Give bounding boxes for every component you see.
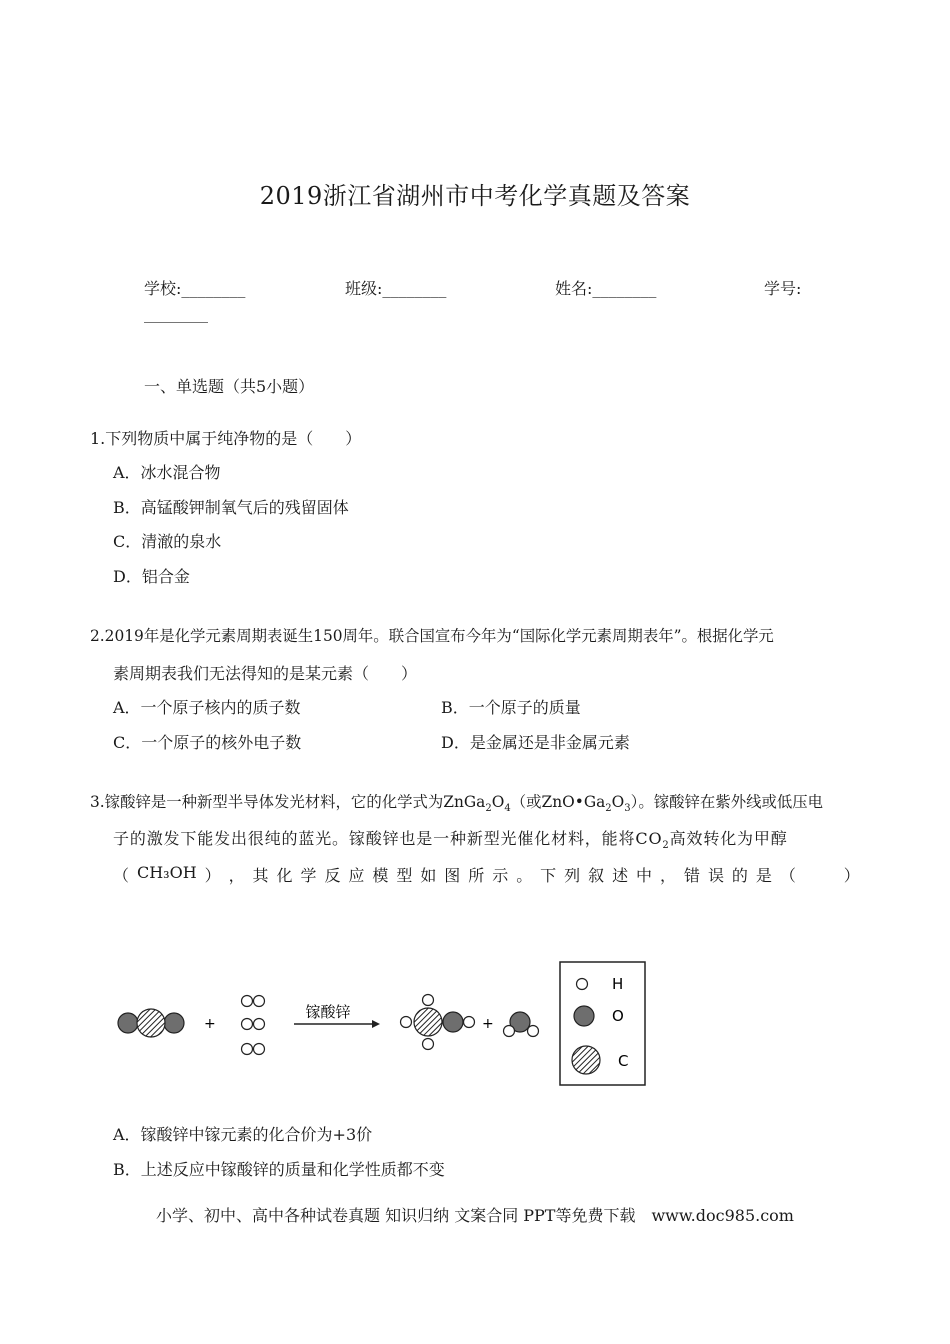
- question-3-line3-token: CH₃OH: [136, 863, 197, 882]
- question-2-stem-line1: 2.2019年是化学元素周期表诞生150周年。联合国宣布今年为“国际化学元素周期表年”。根据化学元: [90, 627, 774, 645]
- reaction-diagram: [110, 958, 650, 1088]
- question-3-line3-token: 错: [683, 866, 700, 885]
- name-field-label: 姓名:________: [555, 279, 657, 298]
- class-field-label: 班级:________: [345, 279, 447, 298]
- question-3-line3-token: 所: [468, 866, 485, 885]
- question-3-line3-token: 述: [612, 866, 629, 885]
- question-3-option-b: B．上述反应中镓酸锌的质量和化学性质都不变: [113, 1160, 445, 1179]
- question-3-line3-token: 。: [516, 866, 533, 885]
- question-3-stem-line3: [113, 863, 860, 886]
- h2-molecules: [242, 996, 265, 1055]
- number-field-blank: ________: [144, 304, 208, 323]
- hydrogen-atom-icon: [577, 979, 588, 990]
- question-2-option-b: B．一个原子的质量: [441, 698, 581, 717]
- page-title: 2019浙江省湖州市中考化学真题及答案: [259, 182, 691, 210]
- question-3-line3-token: 列: [564, 866, 581, 885]
- page-footer: 小学、初中、高中各种试卷真题 知识归纳 文案合同 PPT等免费下载 www.doc985.com: [156, 1206, 794, 1225]
- question-3-line3-token: ，: [660, 866, 677, 885]
- question-3-line3-token: （: [779, 866, 796, 885]
- question-3-line3-token: ）: [843, 866, 860, 885]
- question-3-line3-token: 中: [636, 866, 653, 885]
- question-3-line3-token: 型: [396, 866, 413, 885]
- question-2-option-c: C．一个原子的核外电子数: [113, 733, 302, 752]
- question-3-line3-token: 示: [492, 866, 509, 885]
- question-1-stem: 1.下列物质中属于纯净物的是（ ）: [90, 429, 362, 448]
- legend-label-h: H: [612, 975, 624, 993]
- question-1-option-c: C．清澈的泉水: [113, 532, 222, 551]
- atom-legend: [560, 962, 645, 1085]
- question-3-line3-token: 应: [348, 866, 365, 885]
- question-2-stem-line2: 素周期表我们无法得知的是某元素（ ）: [113, 664, 418, 683]
- co2-molecule: [118, 1009, 184, 1037]
- legend-label-c: C: [618, 1052, 629, 1070]
- question-3-line3-token: 是: [755, 866, 772, 885]
- question-3-line3-token: 其: [252, 866, 269, 885]
- question-1-option-b: B．高锰酸钾制氧气后的残留固体: [113, 498, 349, 517]
- question-3-line3-token: 化: [276, 866, 293, 885]
- section-heading: 一、单选题（共5小题）: [144, 377, 315, 396]
- question-3-line3-token: ）: [204, 866, 221, 885]
- question-3-line3-token: （: [113, 866, 130, 885]
- catalyst-label: 镓酸锌: [305, 1003, 351, 1021]
- question-3-line3-token: 学: [300, 866, 317, 885]
- school-field-label: 学校:________: [144, 279, 246, 298]
- question-3-stem-line2: 子的激发下能发出很纯的蓝光。镓酸锌也是一种新型光催化材料，能将$CO_2$高效转化为甲醇: [113, 829, 788, 852]
- legend-label-o: O: [612, 1007, 624, 1025]
- question-2-option-a: A．一个原子核内的质子数: [113, 698, 301, 717]
- question-3-line3-token: 的: [731, 866, 748, 885]
- plus-sign-1: +: [204, 1016, 216, 1032]
- water-molecule: [504, 1012, 539, 1037]
- number-field-label: 学号:: [764, 279, 802, 298]
- question-1-option-d: D．铝合金: [113, 567, 190, 586]
- question-3-line3-token: 模: [372, 866, 389, 885]
- question-3-line3-token: ，: [228, 866, 245, 885]
- question-3-line3-token: 下: [540, 866, 557, 885]
- question-2-option-d: D．是金属还是非金属元素: [441, 733, 630, 752]
- question-3-line3-token: 如: [420, 866, 437, 885]
- oxygen-atom-icon: [574, 1006, 594, 1026]
- methanol-molecule: [401, 995, 475, 1050]
- question-3-line3-token: 图: [444, 866, 461, 885]
- arrow-head-icon: [372, 1020, 380, 1028]
- question-1-option-a: A．冰水混合物: [113, 463, 221, 482]
- question-3-option-a: A．镓酸锌中镓元素的化合价为+3价: [113, 1125, 373, 1144]
- question-3-line3-token: [804, 863, 836, 886]
- plus-sign-2: +: [482, 1016, 494, 1032]
- question-3-line3-token: 反: [324, 866, 341, 885]
- question-3-stem-line1: 3.镓酸锌是一种新型半导体发光材料，它的化学式为$ZnGa_2O_4$（或$ZnO•Ga_2O_3$）。镓酸锌在紫外线或低压电: [90, 793, 824, 815]
- question-3-line3-token: 误: [707, 866, 724, 885]
- carbon-atom-icon: [572, 1046, 600, 1074]
- question-3-line3-token: 叙: [588, 866, 605, 885]
